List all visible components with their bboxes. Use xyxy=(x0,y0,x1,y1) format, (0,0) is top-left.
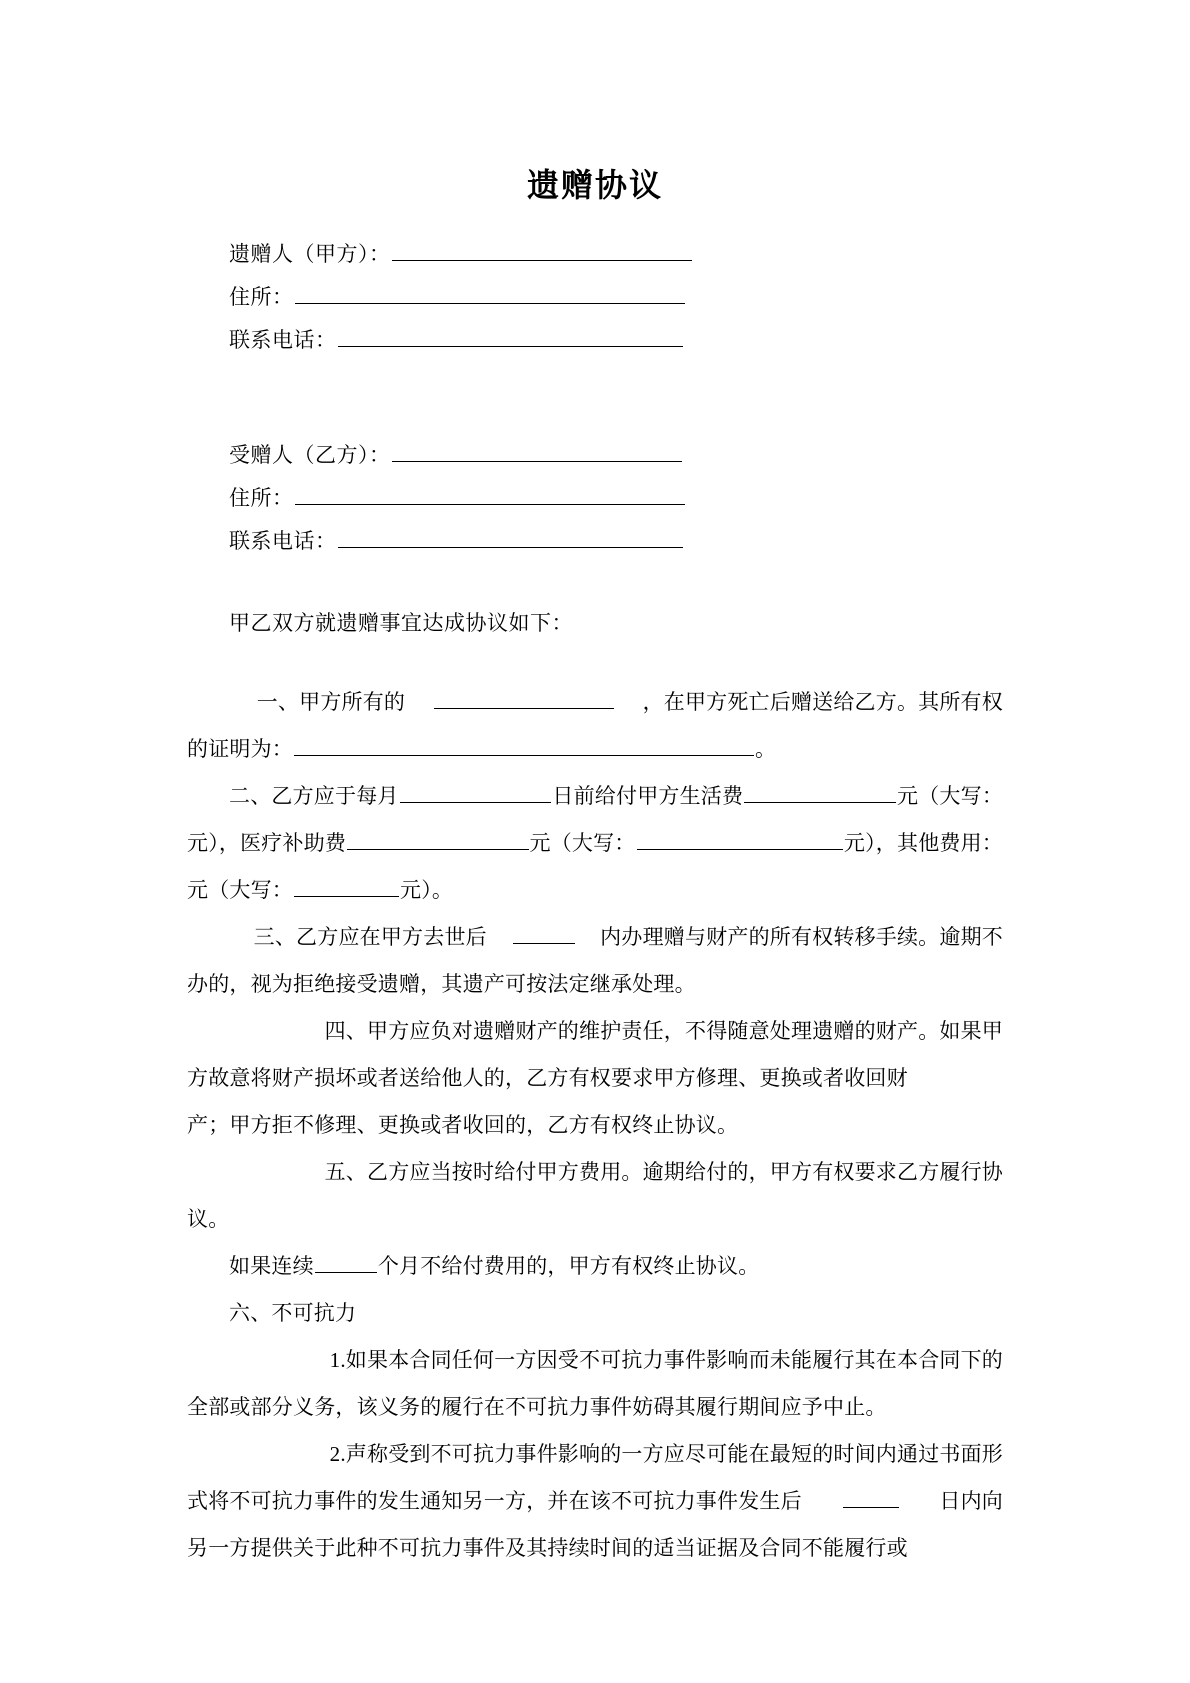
clause-6 xyxy=(187,1290,1003,1337)
clause-text: 元（大写： xyxy=(897,784,1004,809)
clause-1 xyxy=(187,679,1003,773)
party-spacer xyxy=(187,362,1003,404)
clause-line xyxy=(187,773,1003,820)
clause-text: 元），医疗补助费 xyxy=(187,831,347,856)
clause-line xyxy=(187,1243,1003,1290)
clause-text: 元（大写： xyxy=(187,878,293,903)
grantee-field-label: 受赠人（乙方）： xyxy=(229,443,391,468)
clause-text: 元），其他费用： xyxy=(843,831,1003,856)
clause-line xyxy=(187,914,1003,961)
clause-line xyxy=(187,1055,1003,1102)
clause-line xyxy=(187,1525,1003,1572)
fill-in-blank[interactable] xyxy=(434,686,614,709)
clause-text: 内办理赠与财产的所有权转移手续。逾期不 xyxy=(600,925,1003,950)
clause-text: 如果连续 xyxy=(229,1254,314,1279)
grantor-field-row xyxy=(229,276,1003,319)
clause-text: 。 xyxy=(755,737,777,762)
clause-line xyxy=(187,1290,1003,1337)
clause-line xyxy=(187,1102,1003,1149)
clause-line xyxy=(187,1478,1003,1525)
fill-in-blank[interactable] xyxy=(513,921,575,944)
grantee-party-block xyxy=(187,434,1003,563)
clause-6-1 xyxy=(187,1337,1003,1431)
clause-text: 个月不给付费用的，甲方有权终止协议。 xyxy=(377,1254,760,1279)
fill-in-blank[interactable] xyxy=(294,874,399,897)
clause-2 xyxy=(187,773,1003,914)
grantor-field-input-blank[interactable] xyxy=(392,238,692,261)
clause-text: ，在甲方死亡后赠送给乙方。其所有权 xyxy=(642,690,1003,715)
clause-line xyxy=(187,961,1003,1008)
grantor-field-label: 遗赠人（甲方）： xyxy=(229,242,391,267)
clause-line xyxy=(187,1008,1003,1055)
clause-line xyxy=(187,1196,1003,1243)
fill-in-blank[interactable] xyxy=(637,827,843,850)
clause-line xyxy=(187,1337,1003,1384)
fill-in-blank[interactable] xyxy=(744,780,896,803)
grantor-party-block xyxy=(187,233,1003,362)
clause-line xyxy=(187,867,1003,914)
clause-text: 六、不可抗力 xyxy=(229,1301,357,1326)
grantee-field-input-blank[interactable] xyxy=(392,439,682,462)
clause-text: 式将不可抗力事件的发生通知另一方，并在该不可抗力事件发生后 xyxy=(187,1489,802,1514)
clause-text: 二、乙方应于每月 xyxy=(229,784,399,809)
fill-in-blank[interactable] xyxy=(843,1485,899,1508)
clause-text: 元（大写： xyxy=(529,831,636,856)
grantor-field-label: 联系电话： xyxy=(229,328,337,353)
clause-text: 四、甲方应负对遗赠财产的维护责任，不得随意处理遗赠的财产。如果甲 xyxy=(324,1019,1003,1044)
grantee-field-input-blank[interactable] xyxy=(338,525,683,548)
grantee-field-row xyxy=(229,434,1003,477)
grantee-field-row xyxy=(229,520,1003,563)
clause-text: 日内向 xyxy=(939,1489,1003,1514)
grantor-field-row xyxy=(229,319,1003,362)
clause-line xyxy=(187,1149,1003,1196)
clause-text: 日前给付甲方生活费 xyxy=(552,784,744,809)
grantee-field-label: 联系电话： xyxy=(229,529,337,554)
clause-text: 办的，视为拒绝接受遗赠，其遗产可按法定继承处理。 xyxy=(187,972,696,997)
agreement-intro: 甲乙双方就遗赠事宜达成协议如下： xyxy=(229,611,573,636)
clause-text: 产；甲方拒不修理、更换或者收回的，乙方有权终止协议。 xyxy=(187,1113,739,1138)
clause-3 xyxy=(187,914,1003,1008)
clause-5-note xyxy=(187,1243,1003,1290)
clause-line xyxy=(187,1431,1003,1478)
grantee-field-input-blank[interactable] xyxy=(295,482,685,505)
grantee-field-row xyxy=(229,477,1003,520)
clause-4 xyxy=(187,1008,1003,1149)
clause-text: 元）。 xyxy=(400,878,454,903)
clause-text: 三、乙方应在甲方去世后 xyxy=(253,925,487,950)
grantor-field-input-blank[interactable] xyxy=(295,281,685,304)
clause-text: 方故意将财产损坏或者送给他人的，乙方有权要求甲方修理、更换或者收回财 xyxy=(187,1066,908,1091)
clause-text: 议。 xyxy=(187,1207,230,1232)
page-title: 遗赠协议 xyxy=(526,166,663,204)
clause-text: 五、乙方应当按时给付甲方费用。逾期给付的，甲方有权要求乙方履行协 xyxy=(324,1160,1003,1185)
clause-line xyxy=(187,820,1003,867)
clause-text: 全部或部分义务，该义务的履行在不可抗力事件妨碍其履行期间应予中止。 xyxy=(187,1395,887,1420)
grantor-field-row xyxy=(229,233,1003,276)
clause-list xyxy=(187,679,1003,1572)
clause-text: 一、甲方所有的 xyxy=(256,690,406,715)
fill-in-blank[interactable] xyxy=(347,827,528,850)
clause-text: 1.如果本合同任何一方因受不可抗力事件影响而未能履行其在本合同下的 xyxy=(329,1348,1003,1373)
clause-text: 2.声称受到不可抗力事件影响的一方应尽可能在最短的时间内通过书面形 xyxy=(329,1442,1003,1467)
grantor-field-input-blank[interactable] xyxy=(338,324,683,347)
fill-in-blank[interactable] xyxy=(315,1250,377,1273)
clause-text: 另一方提供关于此种不可抗力事件及其持续时间的适当证据及合同不能履行或 xyxy=(187,1536,908,1561)
clause-text: 的证明为： xyxy=(187,737,293,762)
clause-line xyxy=(187,679,1003,726)
fill-in-blank[interactable] xyxy=(400,780,552,803)
clause-line xyxy=(187,1384,1003,1431)
grantor-field-label: 住所： xyxy=(229,285,294,310)
clause-5 xyxy=(187,1149,1003,1243)
grantee-field-label: 住所： xyxy=(229,486,294,511)
clause-6-2 xyxy=(187,1431,1003,1572)
fill-in-blank[interactable] xyxy=(294,733,754,756)
clause-line xyxy=(187,726,1003,773)
document-body xyxy=(187,233,1003,1572)
